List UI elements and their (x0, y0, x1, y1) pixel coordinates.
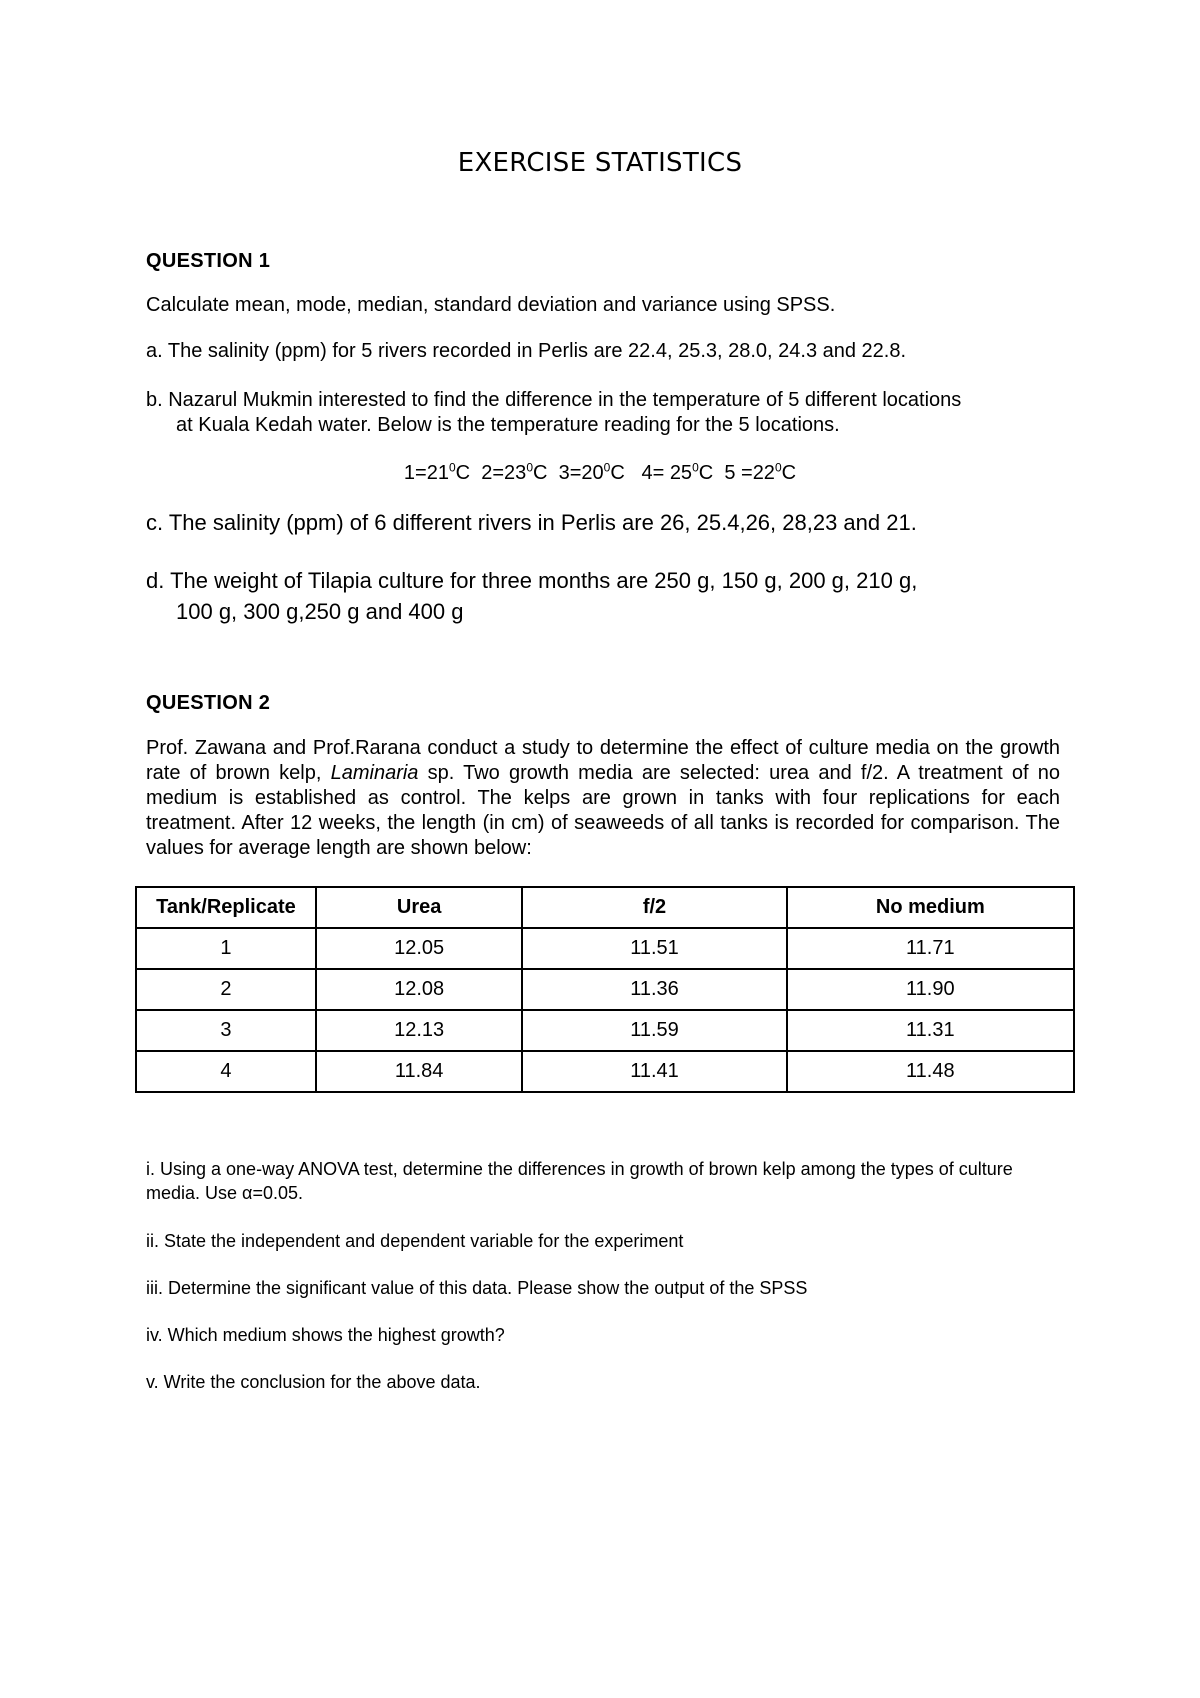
question-2-iii: iii. Determine the significant value of this data. Please show the output of the SPSS (146, 1278, 808, 1298)
table-row (136, 969, 1074, 1010)
question-1b-line1: b. Nazarul Mukmin interested to find the difference in the temperature of 5 different locations (146, 389, 962, 411)
document-title: EXERCISE STATISTICS (457, 148, 743, 178)
table-cell: 12.08 (316, 969, 522, 1010)
question-1d-line1: d. The weight of Tilapia culture for three months are 250 g, 150 g, 200 g, 210 g, (146, 568, 918, 593)
table-row (136, 1010, 1074, 1051)
question-1d-line2: 100 g, 300 g,250 g and 400 g (176, 599, 464, 624)
question-2-heading: QUESTION 2 (146, 692, 271, 714)
table-cell: 11.36 (522, 969, 786, 1010)
kelp-length-table (135, 886, 1075, 1093)
table-cell: 11.41 (522, 1051, 786, 1092)
header-tank-replicate: Tank/Replicate (136, 887, 316, 928)
header-urea: Urea (316, 887, 522, 928)
table-cell: 1 (136, 928, 316, 969)
table-cell: 11.71 (787, 928, 1074, 969)
table-cell: 12.05 (316, 928, 522, 969)
question-2-iv: iv. Which medium shows the highest growth? (146, 1325, 505, 1345)
header-f2: f/2 (522, 887, 786, 928)
header-no-medium: No medium (787, 887, 1074, 928)
temp-reading-5: $5 =22^0C$ (724, 460, 797, 484)
species-name: Laminaria (330, 762, 419, 784)
question-2-ii: ii. State the independent and dependent variable for the experiment (146, 1231, 684, 1251)
table-cell: 11.48 (787, 1051, 1074, 1092)
table-cell: 2 (136, 969, 316, 1010)
table-cell: 4 (136, 1051, 316, 1092)
table-cell: 3 (136, 1010, 316, 1051)
question-1-intro: Calculate mean, mode, median, standard deviation and variance using SPSS. (146, 294, 836, 316)
temp-reading-2: $2=23^0C$ (481, 460, 548, 484)
question-1c: c. The salinity (ppm) of 6 different rivers in Perlis are 26, 25.4,26, 28,23 and 21. (146, 510, 917, 535)
question-1a: a. The salinity (ppm) for 5 rivers recorded in Perlis are 22.4, 25.3, 28.0, 24.3 and 22.8. (146, 340, 907, 362)
table-header-row (136, 887, 1074, 928)
question-2-paragraph: Prof. Zawana and Prof.Rarana conduct a study to determine the effect of culture media on the growth rate of brown kelp, Laminaria sp. Two growth media are selected: urea and f/2. A treatment of no medium is established as control. The kelps are grown in tanks with four replications for each treatment. After 12 weeks, the length (in cm) of seaweeds of all tanks is recorded for comparison. The values for average length are shown below: (146, 737, 1060, 859)
question-1b-line2: at Kuala Kedah water. Below is the temperature reading for the 5 locations. (176, 414, 840, 436)
temp-reading-4: $4= 25^0C$ (641, 460, 714, 484)
table-cell: 11.90 (787, 969, 1074, 1010)
question-2-v: v. Write the conclusion for the above data. (146, 1372, 481, 1392)
temp-reading-3: $3=20^0C$ (558, 460, 625, 484)
question-1-heading: QUESTION 1 (146, 250, 271, 272)
table-cell: 11.59 (522, 1010, 786, 1051)
table-cell: 11.84 (316, 1051, 522, 1092)
table-cell: 11.31 (787, 1010, 1074, 1051)
table-row (136, 928, 1074, 969)
table-cell: 12.13 (316, 1010, 522, 1051)
question-2-i: i. Using a one-way ANOVA test, determine the differences in growth of brown kelp among the types of culture media. Use α=0.05. (146, 1159, 1013, 1203)
table-cell: 11.51 (522, 928, 786, 969)
table-row (136, 1051, 1074, 1092)
temp-reading-1: $1=21^0C$ (403, 460, 471, 484)
temperature-readings (0, 460, 1200, 485)
